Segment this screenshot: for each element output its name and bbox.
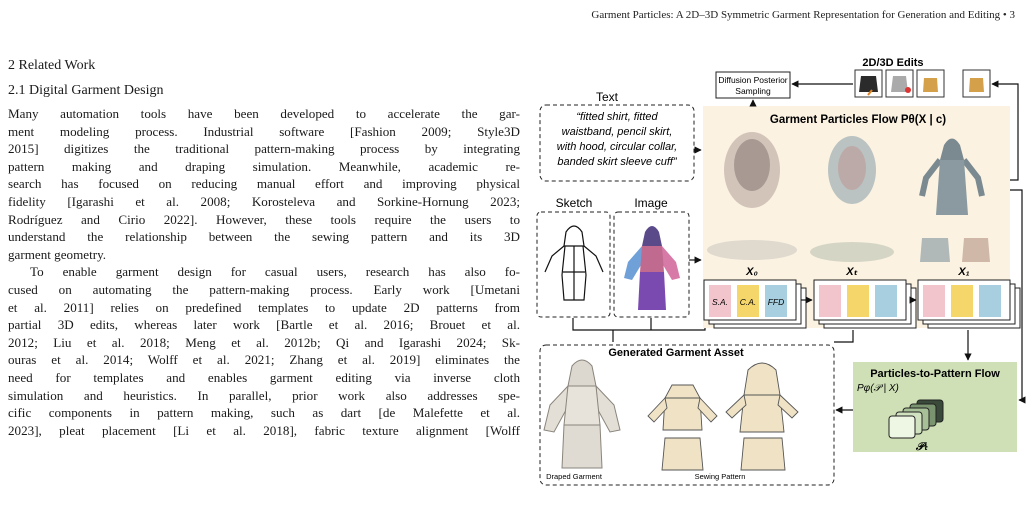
p2p-title: Particles-to-Pattern Flow [870,368,1000,380]
sketch-garment-illustration [545,226,603,300]
body-line: search has focused on reducing manual effort and improving physical [8,176,520,192]
image-label: Image [634,196,668,210]
running-header: Garment Particles: A 2D–3D Symmetric Garment Representation for Generation and Editing • 3 [591,9,1015,21]
body-line: 2015] digitizes the traditional pattern-making process by integrating [8,141,520,157]
body-line: 2023], pleat placement [Li et al. 2018], fabric texture alignment [Wolff [8,422,520,438]
body-line: garment geometry. [8,246,107,262]
attribute-stack-x1 [918,280,1020,328]
body-line: understand the relationship between the sewing pattern and its 3D [8,229,520,245]
flow-title: Garment Particles Flow Pθ(X | c) [769,114,947,126]
body-line: cused on automating the pattern-making process. Early work [Umetani [8,281,520,297]
sewing-label: Sewing Pattern [694,472,746,481]
p2p-formula: Pφ(𝒫 | X) [857,383,899,394]
body-line: cific components in pattern making, such as dart [de Malefette et al. [8,405,520,421]
body-line: pattern making and draping simulation. Meanwhile, academic re- [8,158,520,174]
text-prompt-line: “fitted shirt, fitted [576,111,658,123]
attribute-stack-xt [814,280,916,328]
body-line: Rodríguez and Cirio 2022]. However, these tools require the users to [8,211,520,227]
text-prompt-line: with hood, circular collar, [556,141,678,153]
diffusion-label: Diffusion Posterior [718,75,788,85]
text-prompt-line: waistband, pencil skirt, [561,126,673,138]
diffusion-label: Sampling [735,86,771,96]
subsection-heading: 2.1 Digital Garment Design [8,83,164,98]
draped-label: Draped Garment [546,472,602,481]
sketch-label: Sketch [555,196,593,210]
attr-label-ca: C.A. [739,297,757,307]
body-line: et al. 2011] relies on predefined templates to update 2D patterns from [8,299,520,315]
body-line: partial 3D edits, whereas later work [Bartle et al. 2016; Brouet et al. [8,317,520,333]
body-line: fidelity [Igarashi et al. 2008; Korosteleva and Sorkine-Hornung 2023; [8,193,520,209]
xt-label: Xₜ [846,266,858,278]
x1-label: X₁ [958,266,970,278]
body-line: ouras et al. 2014; Wolff et al. 2021; Zhang et al. 2019] eliminates the [8,352,520,368]
text-prompt-line: banded skirt sleeve cuff” [557,156,677,168]
sewing-pattern-illustration [648,363,798,470]
text-input-label: Text [595,90,619,104]
edits-label: 2D/3D Edits [862,57,924,69]
x0-label: X₀ [746,266,758,278]
body-line: To enable garment design for casual users, research has also fo- [30,264,520,280]
body-line: 2012; Liu et al. 2018; Meng et al. 2012b; Qi and Igarashi 2024; Sk- [8,334,520,350]
draped-garment-illustration [544,360,620,468]
asset-title: Generated Garment Asset [608,347,744,359]
body-line: Many automation tools have been developed to accelerate the gar- [8,106,520,121]
attr-label-sa: S.A. [711,297,729,307]
pt-label: 𝒫ₜ [915,441,929,453]
body-line: need for templates and enables garment editing via inverse cloth [8,369,520,385]
body-line: simulation and heuristics. In parallel, prior work also addresses spe- [8,387,520,403]
attr-label-ffd: FFD [767,297,785,307]
image-garment-illustration [624,226,680,310]
body-line: ment modeling process. Industrial software [Fashion 2009; Style3D [8,123,520,139]
section-heading: 2 Related Work [8,58,96,73]
